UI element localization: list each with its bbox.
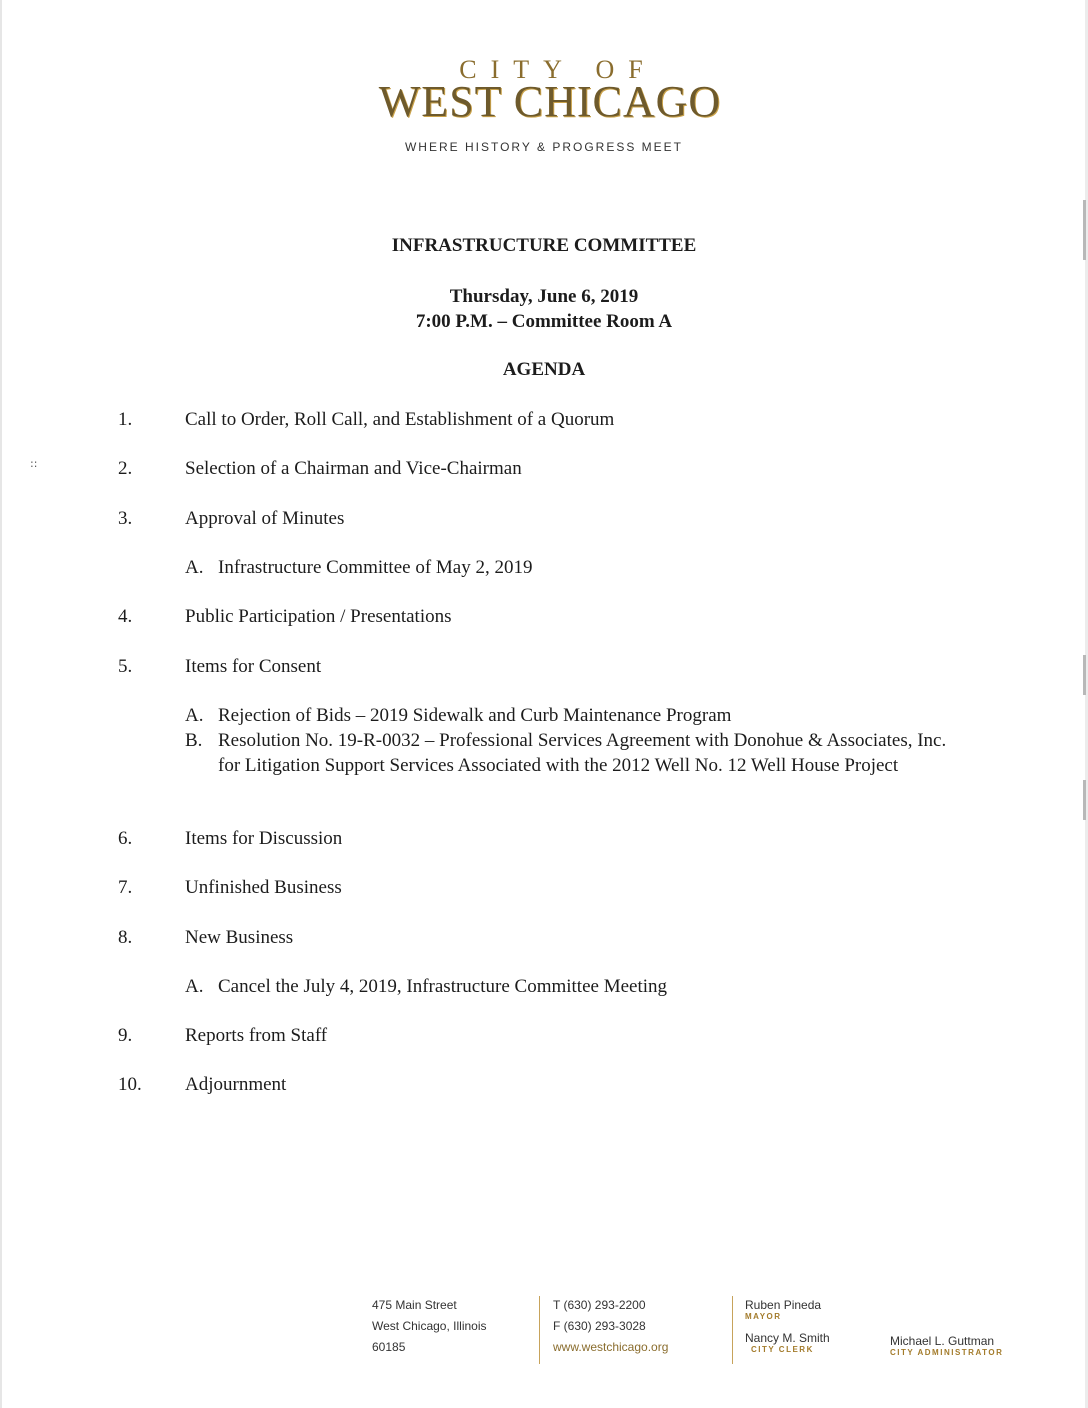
item-number: 2. (118, 458, 133, 479)
meeting-date: Thursday, June 6, 2019 (449, 286, 639, 307)
scan-edge-mark (1083, 780, 1086, 820)
item-text: Items for Discussion (185, 828, 343, 849)
subitem-letter: B. (185, 730, 203, 751)
mayor-role: MAYOR (745, 1312, 782, 1321)
footer-divider (732, 1296, 733, 1364)
website-link[interactable]: www.westchicago.org (553, 1340, 669, 1354)
footer-administrator (890, 1331, 1003, 1358)
item-number: 4. (118, 606, 133, 627)
scan-edge-left (0, 0, 2, 1408)
item-text: Items for Consent (185, 656, 322, 677)
subitem-letter: A. (185, 976, 204, 997)
item-number: 7. (118, 877, 133, 898)
agenda-subitem (185, 728, 965, 778)
clerk-name: Nancy M. Smith (745, 1331, 830, 1345)
address-city: West Chicago, Illinois (372, 1319, 487, 1333)
item-text: Reports from Staff (185, 1025, 328, 1046)
item-text: Adjournment (185, 1074, 287, 1095)
administrator-name: Michael L. Guttman (890, 1334, 995, 1348)
agenda-subitem (185, 974, 965, 999)
item-text: Approval of Minutes (185, 508, 345, 529)
logo-tagline: WHERE HISTORY & PROGRESS MEET (404, 140, 684, 154)
subitem-text: Infrastructure Committee of May 2, 2019 (218, 557, 533, 578)
item-number: 1. (118, 409, 133, 430)
administrator-role: CITY ADMINISTRATOR (890, 1348, 1004, 1357)
item-number: 10. (118, 1074, 142, 1095)
footer-officials (745, 1295, 830, 1355)
address-street: 475 Main Street (372, 1298, 457, 1312)
address-zip: 60185 (372, 1340, 406, 1354)
scan-edge-mark (1083, 655, 1086, 695)
subitem-letter: A. (185, 557, 204, 578)
item-text: Public Participation / Presentations (185, 606, 452, 627)
phone-number: T (630) 293-2200 (553, 1298, 646, 1312)
item-text: New Business (185, 927, 294, 948)
footer-address (372, 1295, 487, 1358)
subitem-text: Resolution No. 19-R-0032 – Professional Services Agreement with Donohue & Associates, Inc. for Litigation Support Services Associated with the 2012 Well No. 12 Well House Project (218, 730, 947, 776)
item-number: 3. (118, 508, 133, 529)
agenda-subitem (185, 703, 965, 728)
subitem-letter: A. (185, 705, 204, 726)
item-text: Call to Order, Roll Call, and Establishment of a Quorum (185, 409, 615, 430)
logo-city-name: WEST CHICAGO (378, 77, 722, 126)
item-text: Unfinished Business (185, 877, 342, 898)
footer-divider (539, 1296, 540, 1364)
clerk-role: CITY CLERK (751, 1345, 814, 1354)
subitem-text: Cancel the July 4, 2019, Infrastructure Committee Meeting (218, 976, 668, 997)
subitem-text: Rejection of Bids – 2019 Sidewalk and Curb Maintenance Program (218, 705, 732, 726)
mayor-name: Ruben Pineda (745, 1298, 822, 1312)
logo-city-of: CITY OF (459, 55, 657, 84)
agenda-title: AGENDA (502, 359, 586, 380)
scan-artifact: :: (30, 457, 38, 470)
item-number: 6. (118, 828, 133, 849)
item-number: 8. (118, 927, 133, 948)
agenda-subitem (185, 555, 965, 580)
item-number: 9. (118, 1025, 133, 1046)
item-number: 5. (118, 656, 133, 677)
meeting-time-location: 7:00 P.M. – Committee Room A (415, 311, 673, 332)
fax-number: F (630) 293-3028 (553, 1319, 646, 1333)
committee-title: INFRASTRUCTURE COMMITTEE (391, 235, 697, 256)
footer-contact (553, 1295, 668, 1358)
item-text: Selection of a Chairman and Vice-Chairman (185, 458, 522, 479)
